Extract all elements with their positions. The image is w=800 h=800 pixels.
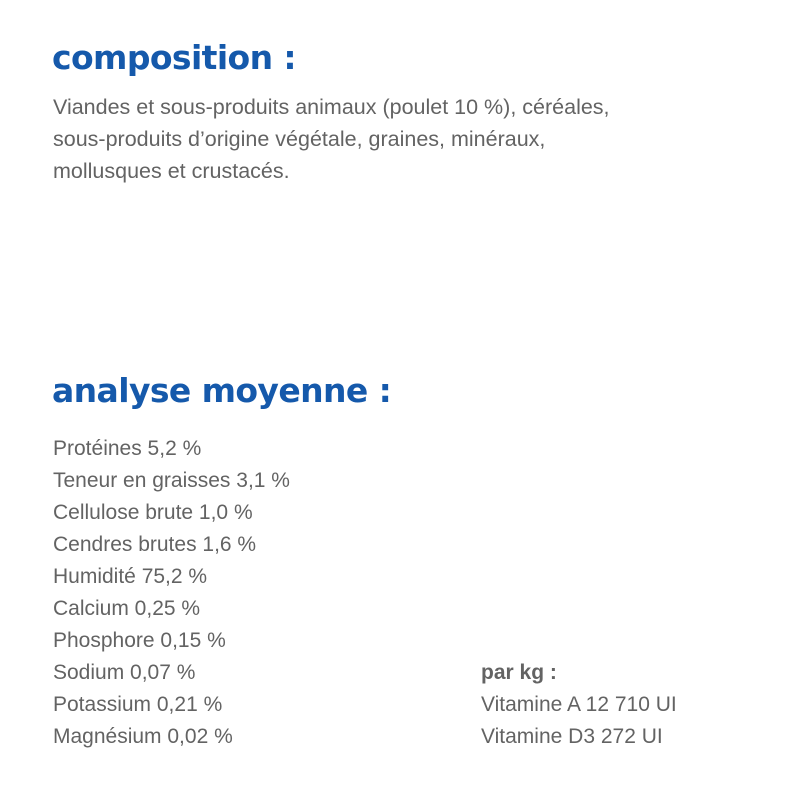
composition-text: [53, 91, 753, 187]
analysis-item-phosphore: Phosphore 0,15 %: [53, 629, 226, 652]
vitamin-item-d3: Vitamine D3 272 UI: [481, 725, 663, 748]
vitamin-list: [481, 657, 677, 753]
vitamin-item-a: Vitamine A 12 710 UI: [481, 693, 677, 716]
analysis-item-potassium: Potassium 0,21 %: [53, 693, 223, 716]
per-kg-label: par kg :: [481, 661, 557, 684]
analysis-item-calcium: Calcium 0,25 %: [53, 597, 201, 620]
analysis-item-graisses: Teneur en graisses 3,1 %: [53, 469, 290, 492]
analysis-heading: analyse moyenne :: [52, 371, 392, 410]
analysis-item-cellulose: Cellulose brute 1,0 %: [53, 501, 253, 524]
analysis-item-sodium: Sodium 0,07 %: [53, 661, 196, 684]
composition-line: Viandes et sous-produits animaux (poulet 10 %), céréales,: [53, 95, 610, 119]
composition-heading: composition :: [52, 38, 297, 77]
analysis-item-cendres: Cendres brutes 1,6 %: [53, 533, 257, 556]
analysis-item-magnesium: Magnésium 0,02 %: [53, 725, 233, 748]
analysis-item-proteines: Protéines 5,2 %: [53, 437, 202, 460]
analysis-item-humidite: Humidité 75,2 %: [53, 565, 208, 588]
analysis-list: [53, 433, 290, 753]
composition-line: sous-produits d’origine végétale, graines, minéraux,: [53, 127, 546, 151]
composition-line: mollusques et crustacés.: [53, 159, 290, 183]
